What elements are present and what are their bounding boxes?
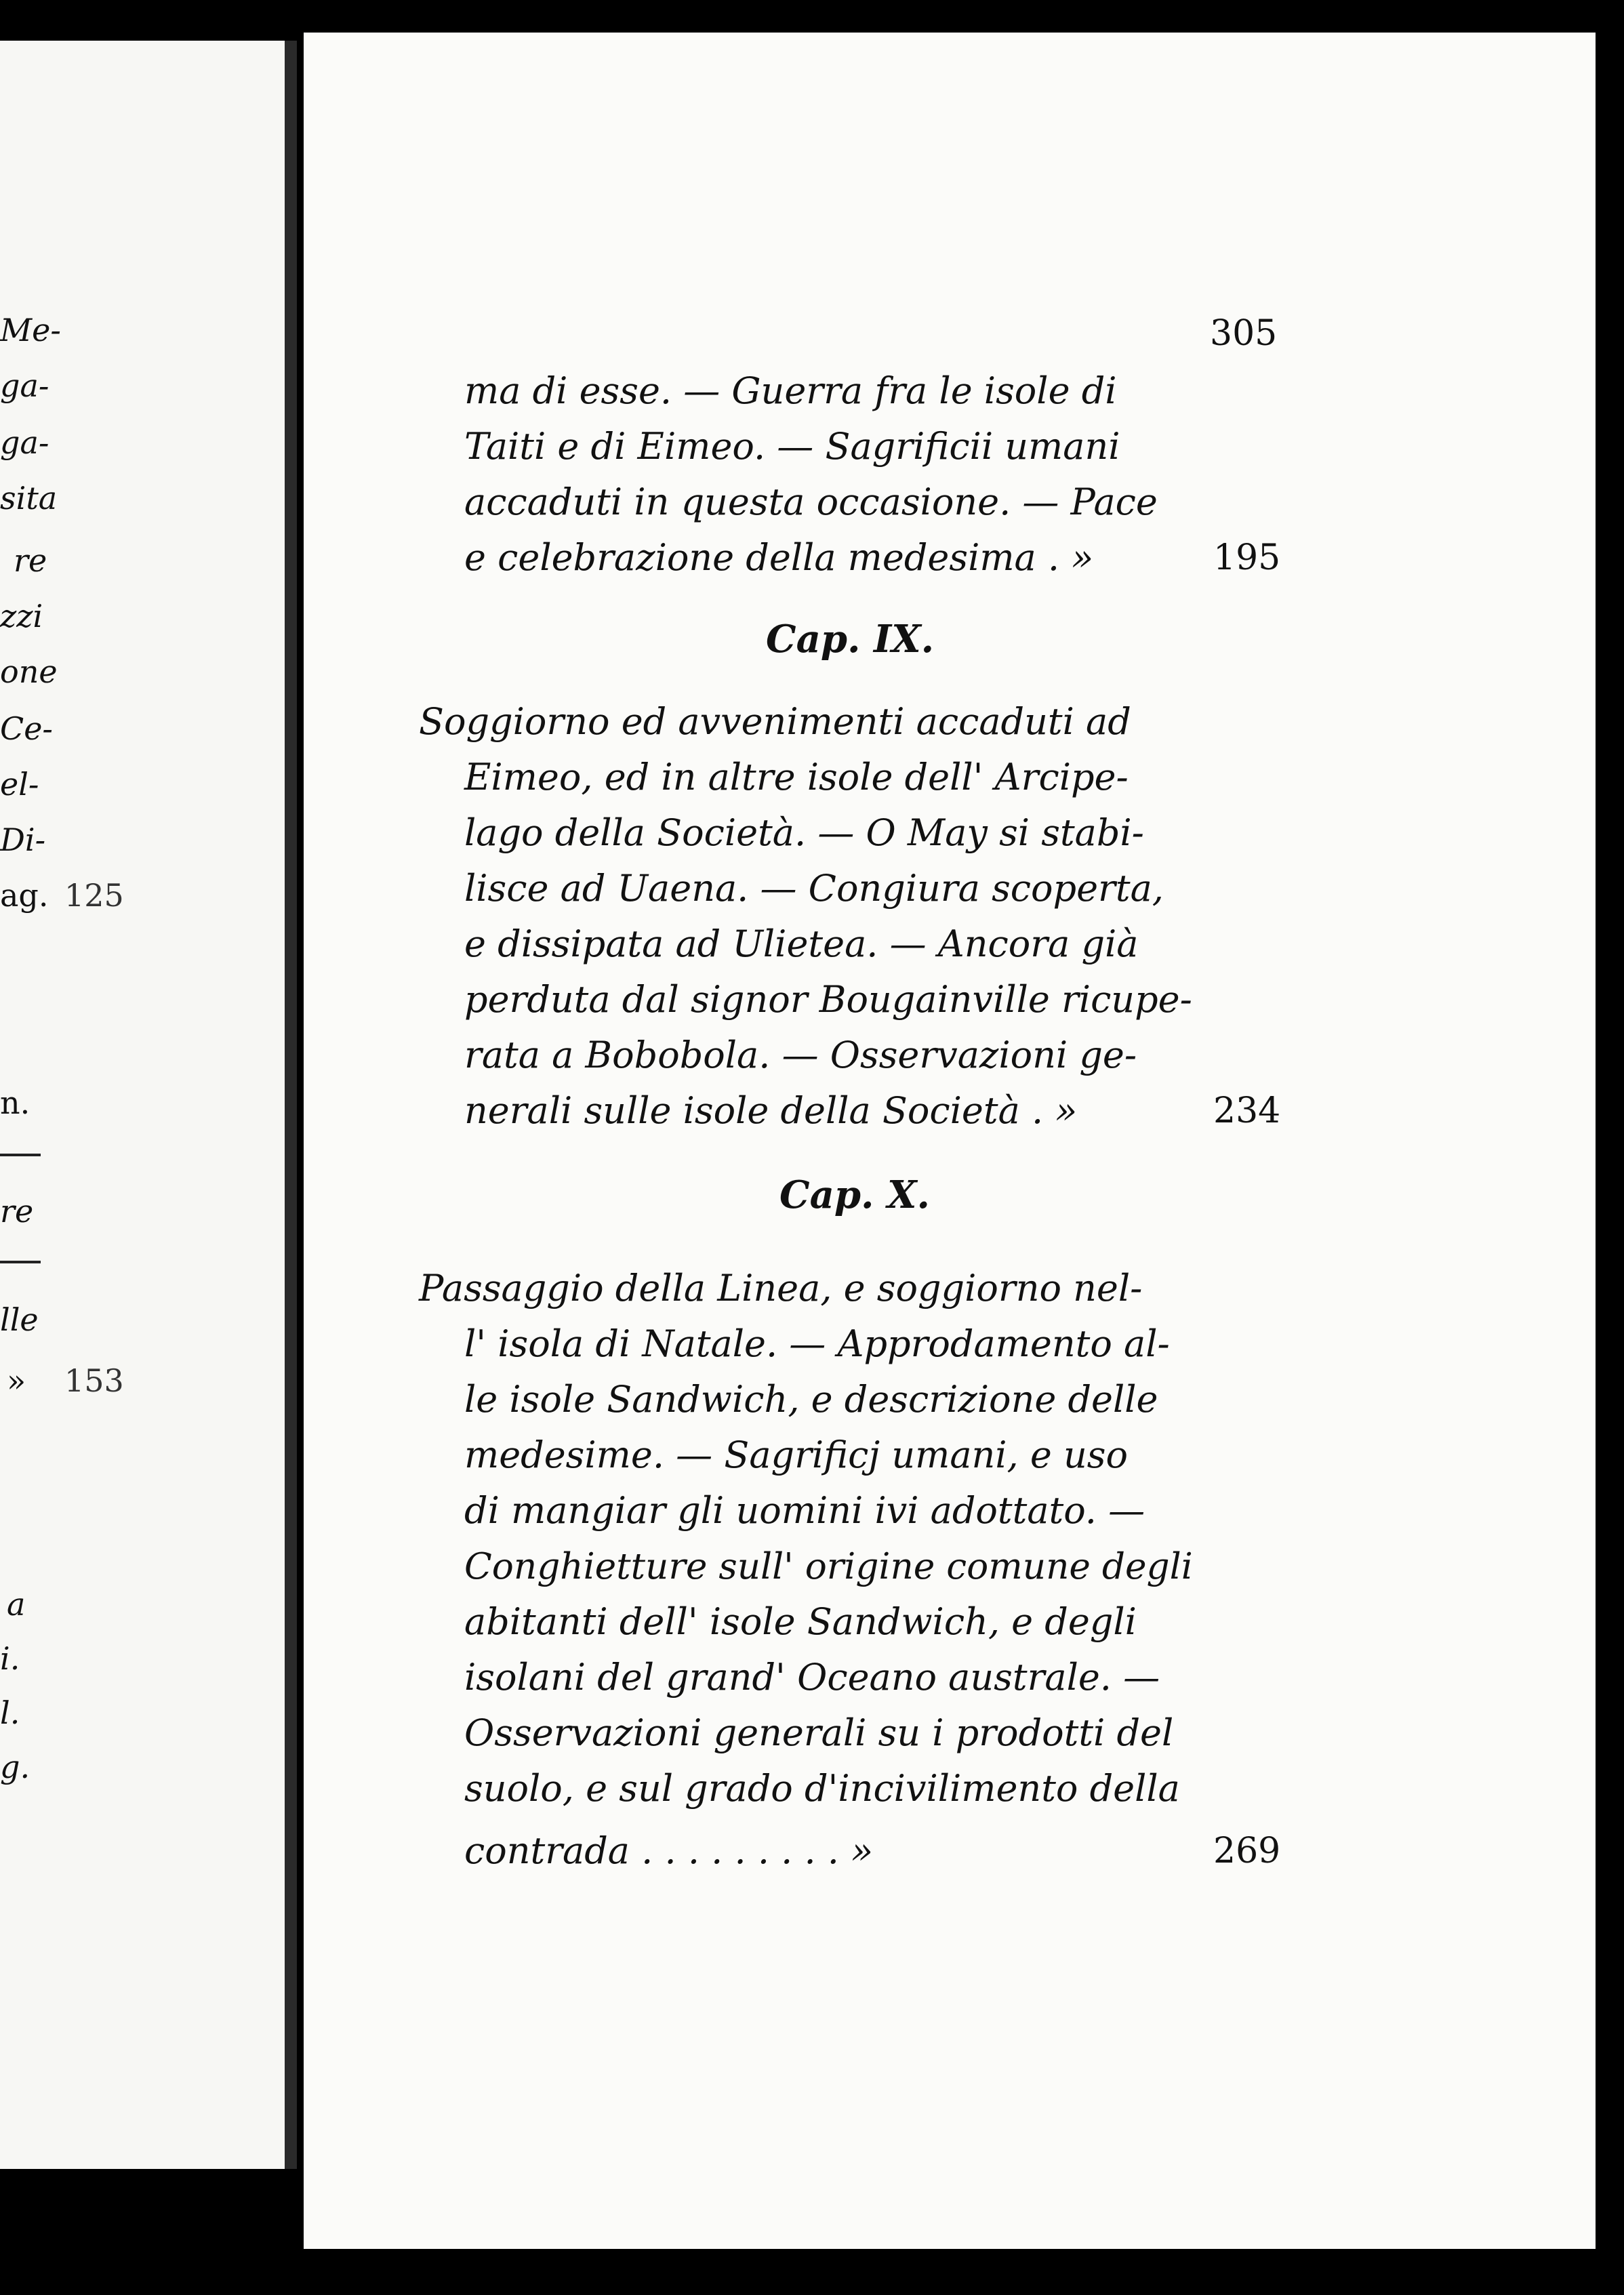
- entry-line: lisce ad Uaena. — Congiura scoperta,: [464, 867, 1164, 910]
- left-fragment: n.: [0, 1084, 31, 1121]
- entry-line: ma di esse. — Guerra fra le isole di: [464, 369, 1117, 412]
- entry-line: e dissipata ad Ulietea. — Ancora già: [464, 922, 1139, 965]
- entry-line: lago della Società. — O May si stabi-: [464, 811, 1144, 854]
- page-number: 305: [1210, 313, 1278, 354]
- left-fragment: lle: [0, 1301, 39, 1338]
- page-reference: 234: [1213, 1091, 1281, 1131]
- entry-line: Eimeo, ed in altre isole dell' Arcipe-: [464, 756, 1129, 798]
- left-fragment: g.: [0, 1749, 31, 1785]
- chapter-heading: Cap. X.: [779, 1173, 930, 1217]
- chapter-heading: Cap. IX.: [766, 617, 935, 662]
- entry-line: Conghietture sull' origine comune degli: [464, 1545, 1193, 1587]
- entry-line: accaduti in questa occasione. — Pace: [464, 481, 1158, 523]
- left-fragment: i.: [0, 1640, 20, 1677]
- entry-line: Passaggio della Linea, e soggiorno nel-: [419, 1267, 1143, 1309]
- left-fragment: ga-: [0, 424, 49, 461]
- left-rule: [0, 1154, 41, 1156]
- entry-line: Soggiorno ed avvenimenti accaduti ad: [419, 700, 1131, 743]
- entry-line: perduta dal signor Bougainville ricupe-: [464, 978, 1192, 1021]
- entry-line: e celebrazione della medesima . »: [464, 536, 1094, 579]
- entry-line: suolo, e sul grado d'incivilimento della: [464, 1767, 1180, 1810]
- entry-line: Osservazioni generali su i prodotti del: [464, 1711, 1174, 1754]
- left-fragment: »: [7, 1362, 26, 1399]
- left-fragment: zzi: [0, 598, 43, 634]
- entry-line: nerali sulle isole della Società . »: [464, 1089, 1078, 1132]
- left-page-edge: [0, 41, 297, 2169]
- left-fragment: l.: [0, 1694, 20, 1731]
- entry-line: medesime. — Sagrificj umani, e uso: [464, 1434, 1129, 1476]
- entry-line: contrada . . . . . . . . . »: [464, 1829, 874, 1872]
- left-fragment: sita: [0, 480, 58, 516]
- left-fragment: re: [0, 1193, 34, 1230]
- left-fragment: Ce-: [0, 710, 53, 747]
- entry-line: l' isola di Natale. — Approdamento al-: [464, 1322, 1170, 1365]
- left-fragment: Me-: [0, 312, 61, 348]
- left-fragment: ag.: [0, 877, 49, 914]
- entry-line: di mangiar gli uomini ivi adottato. —: [464, 1489, 1145, 1532]
- entry-line: rata a Bobobola. — Osservazioni ge-: [464, 1034, 1137, 1076]
- left-page-number: 125: [64, 877, 124, 914]
- entry-line: abitanti dell' isole Sandwich, e degli: [464, 1600, 1137, 1643]
- entry-line: isolani del grand' Oceano australe. —: [464, 1656, 1160, 1699]
- left-fragment: one: [0, 653, 58, 690]
- left-fragment: re: [14, 542, 47, 579]
- entry-line: le isole Sandwich, e descrizione delle: [464, 1378, 1158, 1421]
- entry-line: Taiti e di Eimeo. — Sagrificii umani: [464, 425, 1120, 468]
- page-reference: 269: [1213, 1831, 1281, 1871]
- left-fragment: ga-: [0, 367, 49, 404]
- left-fragment: el-: [0, 766, 39, 803]
- left-fragment: a: [7, 1586, 26, 1623]
- page-reference: 195: [1213, 537, 1281, 578]
- left-rule: [0, 1261, 41, 1263]
- left-page-number: 153: [64, 1362, 124, 1399]
- left-fragment: Di-: [0, 821, 46, 858]
